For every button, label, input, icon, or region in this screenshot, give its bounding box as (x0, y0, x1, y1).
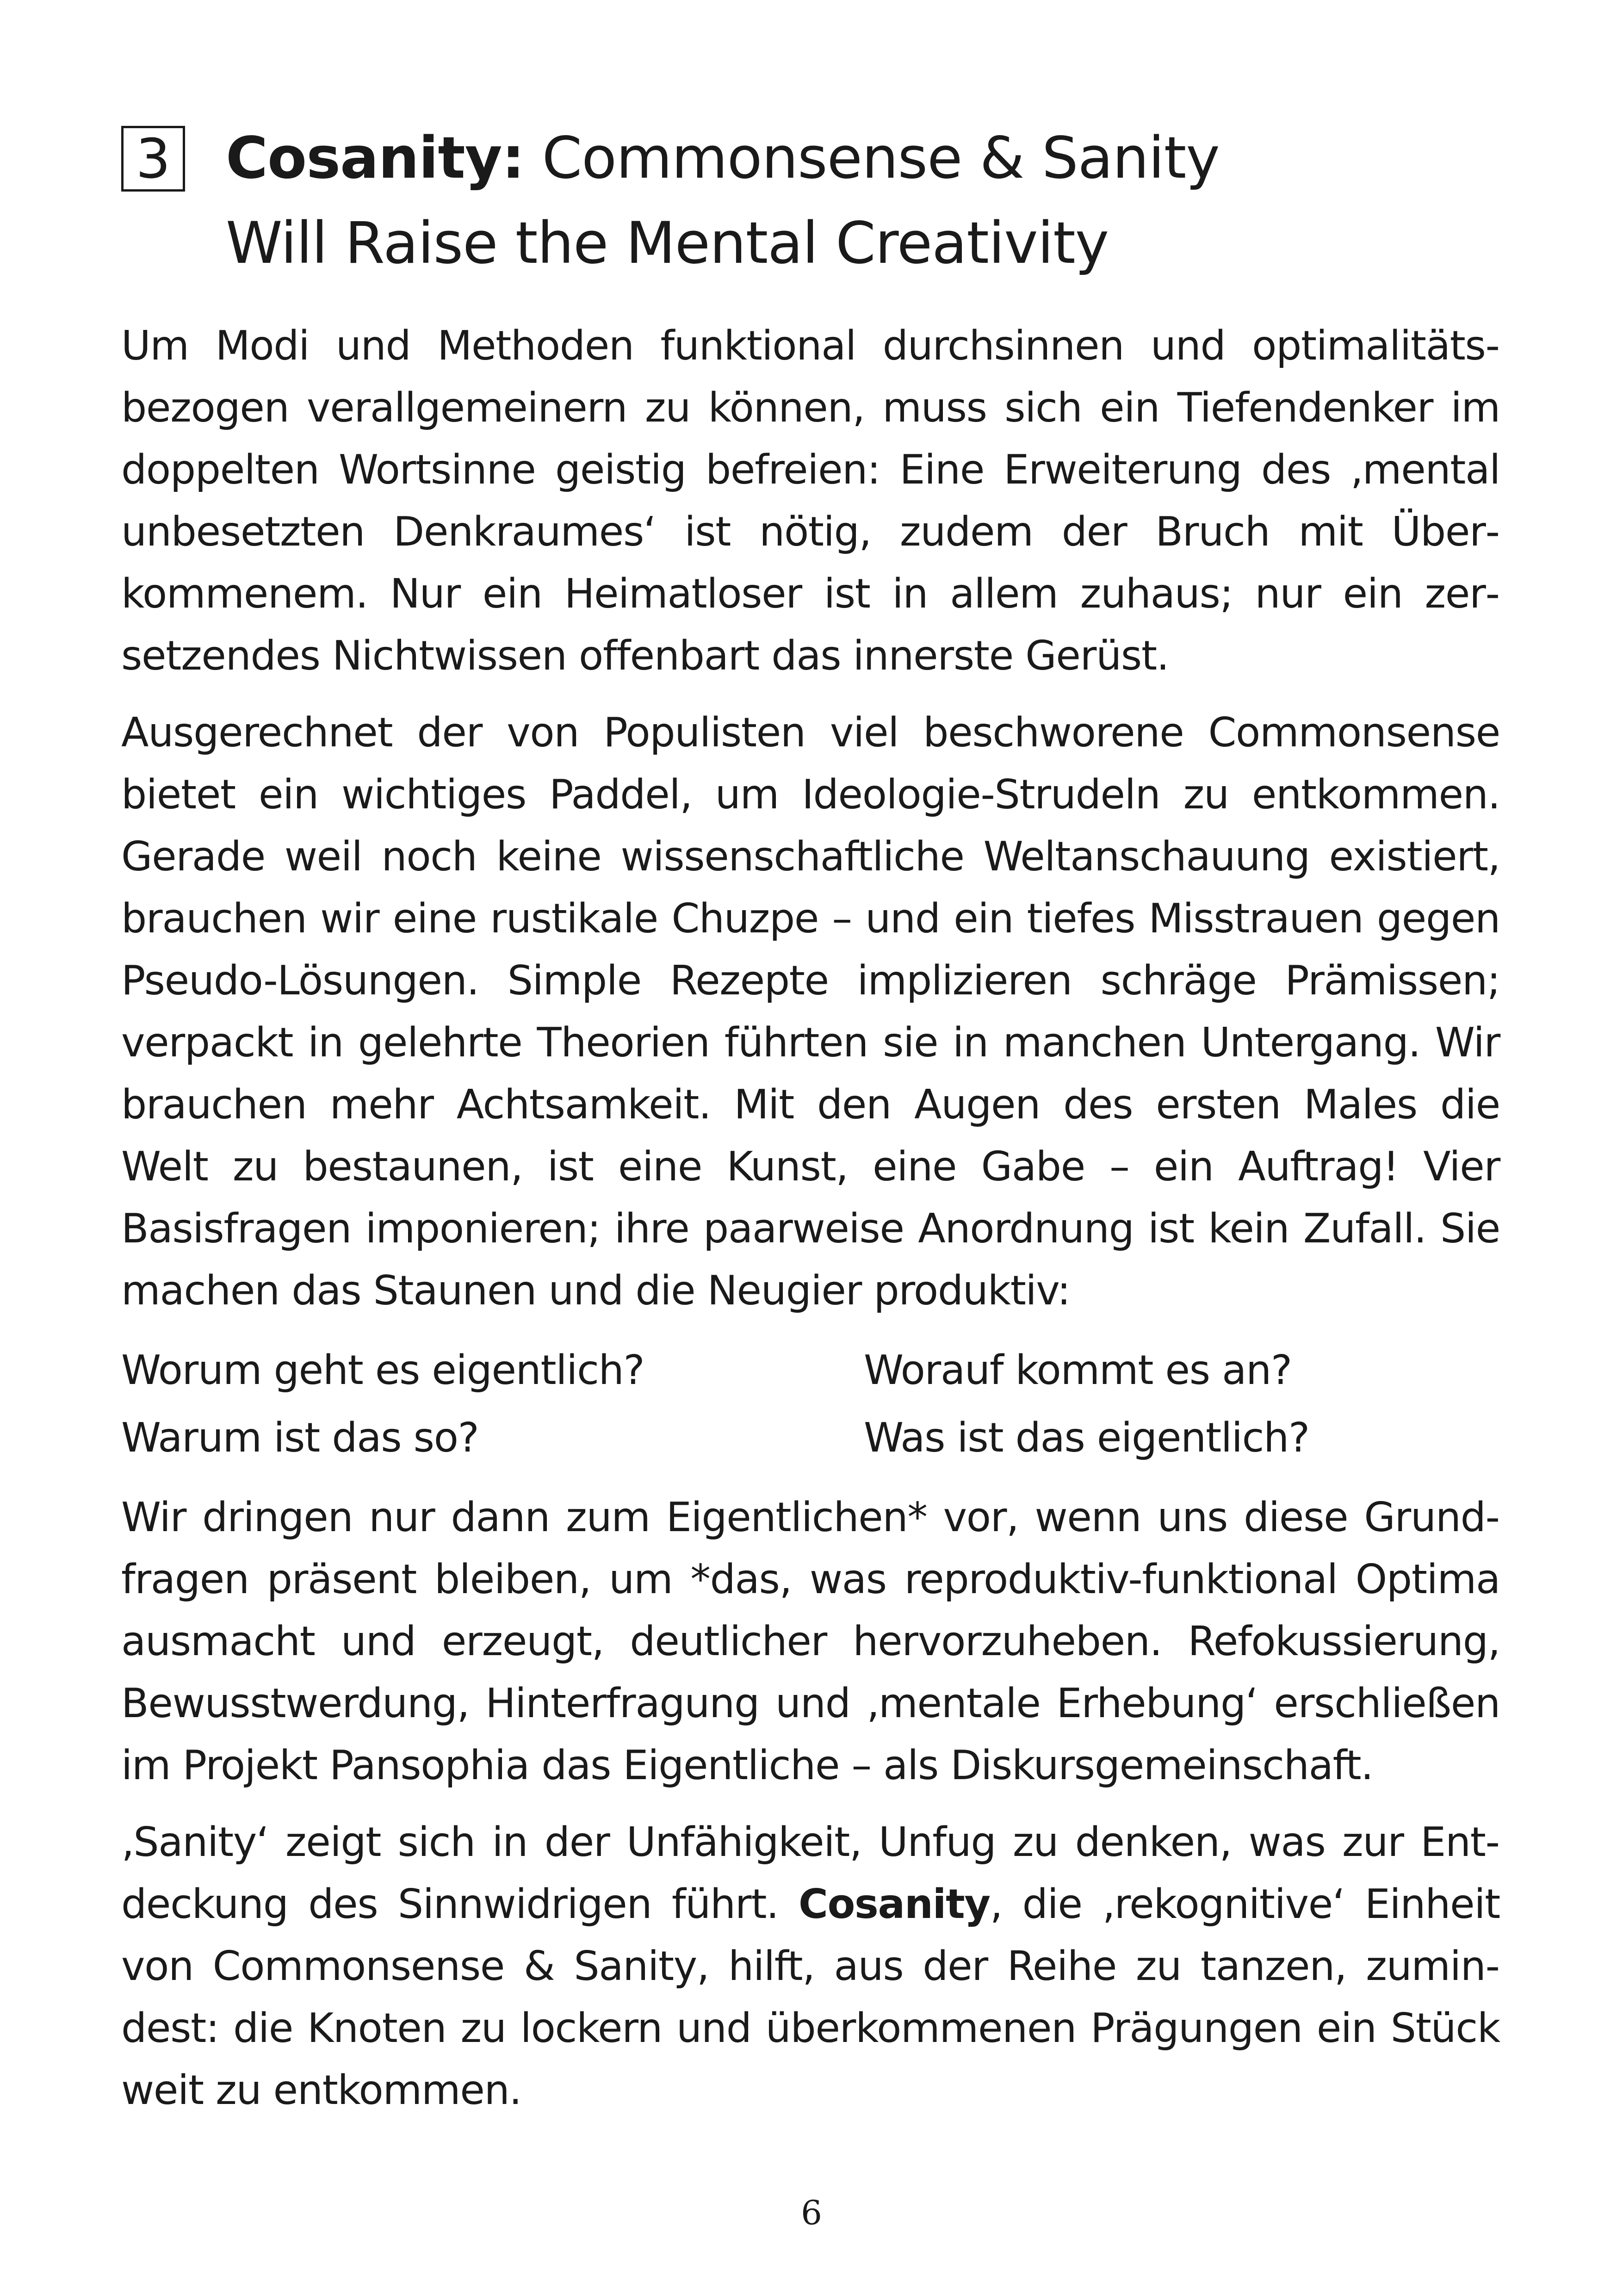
question-2: Worauf kommt es an? (864, 1347, 1292, 1394)
question-4: Was ist das eigentlich? (864, 1414, 1309, 1461)
paragraph-4-keyword: Cosanity (799, 1880, 990, 1928)
basis-questions (121, 1336, 1500, 1471)
question-1: Worum geht es eigentlich? (121, 1347, 644, 1394)
paragraph-4-start: ‚Sanity‘ zeigt sich in der Unfähigkeit, Unfug zu denken, was zur Entdeckung des Sinnwidrigen führt. (121, 1818, 1500, 1928)
paragraph-4-end: , die ‚rekognitive‘ Einheit von Commonsense & Sanity, hilft, aus der Reihe zu tanzen, zumindest: die Knoten zu lockern und überkommenen Prägungen ein Stück weit zu entkommen. (121, 1880, 1500, 2114)
chapter-title-rest: Commonsense & Sanity (524, 125, 1220, 192)
chapter-title-line2: Will Raise the Mental Creativity (226, 210, 1109, 277)
paragraph-2: Ausgerechnet der von Populisten viel beschworene Commonsense bietet ein wichtiges Paddel, um Ideologie-Strudeln zu entkommen. Gerade weil noch keine wissenschaftliche Weltanschauung existiert, brauchen wir eine rustikale Chuzpe – und ein tiefes Misstrauen gegen Pseudo-Lösungen. Simple Rezepte implizieren schräge Prämissen; verpackt in gelehrte Theorien führten sie in manchen Untergang. Wir brauchen mehr Achtsamkeit. Mit den Augen des ersten Males die Welt zu bestaunen, ist eine Kunst, eine Gabe – ein Auftrag! Vier Basisfragen imponieren; ihre paarweise Anordnung ist kein Zufall. Sie machen das Staunen und die Neugier produktiv: (121, 709, 1500, 1314)
body-text (121, 315, 1500, 2136)
chapter-number-box: 3 (121, 126, 185, 192)
chapter-title-bold: Cosanity: (226, 125, 525, 192)
paragraph-4 (121, 1811, 1500, 2121)
paragraph-1: Um Modi und Methoden funktional durchsinnen und optimalitätsbezogen verallgemeinern zu können, muss sich ein Tiefendenker im doppelten Wortsinne geistig befreien: Eine Erweiterung des ‚mental unbesetzten Denkraumes‘ ist nötig, zudem der Bruch mit Überkommenem. Nur ein Heimatloser ist in allem zuhaus; nur ein zersetzendes Nichtwissen offenbart das innerste Gerüst. (121, 322, 1500, 679)
page-number: 6 (801, 2193, 822, 2232)
question-3: Warum ist das so? (121, 1414, 479, 1461)
paragraph-3: Wir dringen nur dann zum Eigentlichen* vor, wenn uns diese Grundfragen präsent bleiben, um *das, was reproduktiv-funktional Optima ausmacht und erzeugt, deutlicher hervorzuheben. Refokussierung, Bewusstwerdung, Hinterfragung und ‚mentale Erhebung‘ erschließen im Projekt Pansophia das Eigentliche – als Diskursgemeinschaft. (121, 1494, 1500, 1789)
chapter-title (226, 116, 1521, 286)
